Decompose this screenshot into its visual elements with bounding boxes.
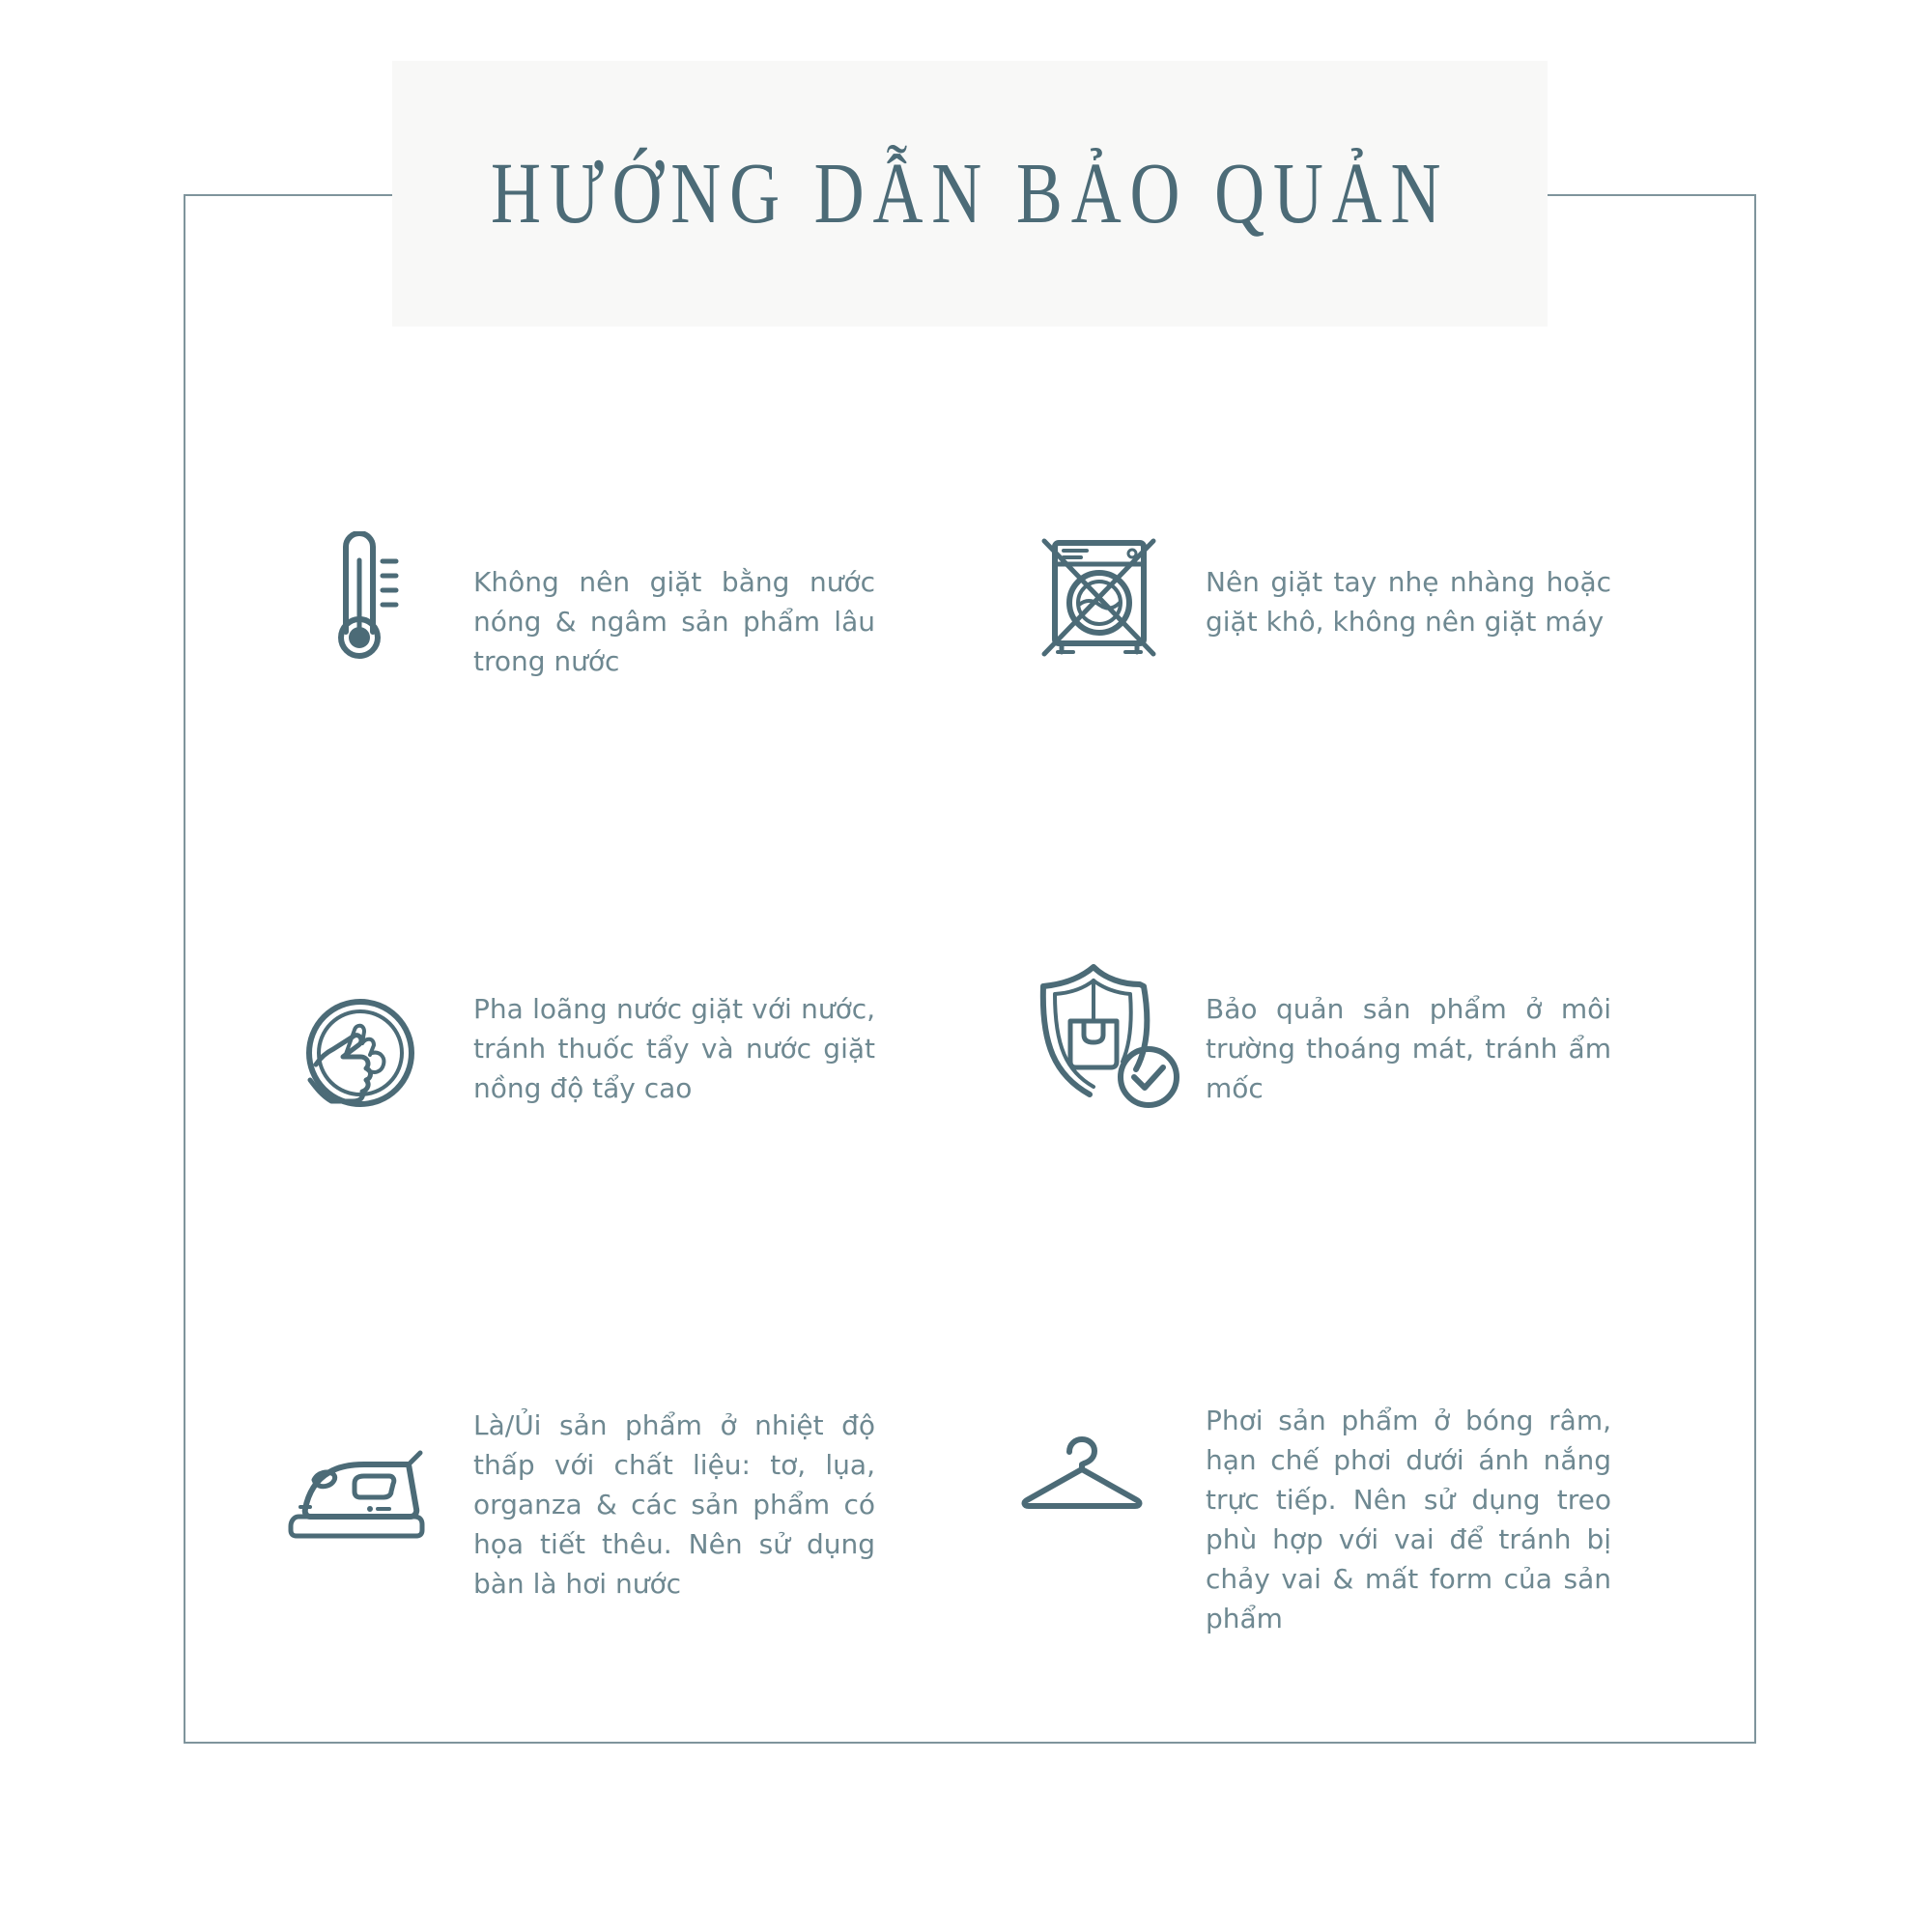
care-text-hot-water: Không nên giặt bằng nước nóng & ngâm sản phẩm lâu trong nước [473,566,875,677]
no-washing-machine-icon [1038,537,1159,658]
hanger-icon [1019,1435,1145,1512]
care-text-drying: Phơi sản phẩm ở bóng râm, hạn chế phơi dưới ánh nắng trực tiếp. Nên sử dụng treo phù hợp với vai để tránh bị chảy vai & mất form của sản phẩm [1206,1405,1611,1634]
shield-check-icon [1036,961,1180,1111]
care-text-dilute-detergent: Pha loãng nước giặt với nước, tránh thuốc tẩy và nước giặt nồng độ tẩy cao [473,993,875,1104]
care-text-ironing: Là/Ủi sản phẩm ở nhiệt độ thấp với chất liệu: tơ, lụa, organza & các sản phẩm có họa tiết thêu. Nên sử dụng bàn là hơi nước [473,1409,875,1600]
page-title: HƯỚNG DẪN BẢO QUẢN [490,145,1450,242]
care-text-hand-wash-only: Nên giặt tay nhẹ nhàng hoặc giặt khô, không nên giặt máy [1206,566,1611,638]
thermometer-icon [319,531,406,662]
hand-wash-icon [302,995,418,1111]
care-text-storage: Bảo quản sản phẩm ở môi trường thoáng mát, tránh ẩm mốc [1206,993,1611,1104]
title-banner [392,61,1548,327]
steam-iron-icon [285,1449,440,1546]
